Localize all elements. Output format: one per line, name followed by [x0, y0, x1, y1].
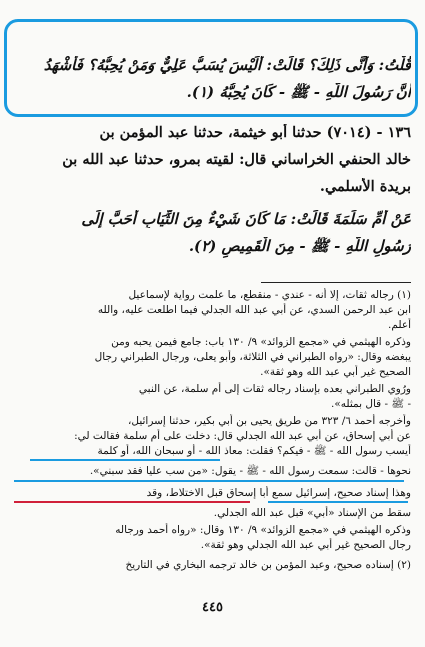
footnote-separator [261, 282, 411, 283]
footnote-line: ورُوي الطبراني بعده بإسناد رجاله ثقات إلى أم سلمة، عن النبي [138, 383, 411, 395]
footnote-line: (١) رجاله ثقات، إلا أنه - عندي - منقطع، ما علمت رواية لإسماعيل [128, 289, 411, 301]
underline-blue-3 [268, 501, 408, 503]
footnote-line: الصحيح غير أبي عبد الله وهو ثقة». [260, 366, 411, 378]
page-number: ٤٤٥ [202, 600, 223, 615]
footnote-line: أيسب رسول الله - ﷺ - فيكم؟ فقلت: معاذ الله - أو سبحان الله، أو كلمة [97, 445, 411, 457]
footnote-line: نحوها - قالت: سمعت رسول الله - ﷺ - يقول: «من سب عليا فقد سبني». [89, 465, 411, 477]
footnote-line: - ﷺ - قال بمثله». [330, 398, 411, 410]
footnote-line: ابن عبد الرحمن السدي، عن أبي عبد الله الجدلي فيما اطلعت عليه، والله [97, 304, 411, 316]
footnote-line: رجال الصحيح غير أبي عبد الله الجدلي وهو ثقة». [200, 539, 411, 551]
quote-line-2: أَنَّ رَسُولَ اللَّهِ - ﷺ - كَانَ يُحِبُّهُ (١). [186, 83, 411, 101]
footnote-line: أعلم. [388, 319, 411, 331]
footnote-line: وذكره الهيثمي في «مجمع الزوائد» ٩/ ١٣٠ وقال: «رواه أحمد ورجاله [115, 524, 411, 536]
footnote-line: (٢) إسناده صحيح، وعبد المؤمن بن خالد ترجمه البخاري في التاريخ [125, 559, 411, 571]
hadith-text-line-2: رَسُولِ اللَّهِ - ﷺ - مِنَ الْقَمِيصِ (٢). [188, 237, 411, 255]
footnote-line: يبغضه وقال: «رواه الطبراني في الثلاثة، وأبو يعلى، ورجال الطبراني رجال [94, 351, 411, 363]
hadith-header-line-3: بريدة الأسلمي. [319, 178, 411, 195]
footnote-line: وهذا إسناد صحيح، إسرائيل سمع أبا إسحاق قبل الاختلاط، وقد [146, 487, 411, 499]
footnote-line: وذكره الهيثمي في «مجمع الزوائد» ٩/ ١٣٠ باب: جامع فيمن يحبه ومن [111, 336, 411, 348]
underline-blue-2 [14, 480, 404, 482]
underline-blue-1 [30, 459, 220, 461]
hadith-header-line-2: خالد الحنفي الخراساني قال: لقيته بمرو، حدثنا عبد الله بن [62, 151, 411, 168]
footnote-line: عن أبي إسحاق، عن أبي عبد الله الجدلي قال: دخلت على أم سلمة فقالت لي: [74, 430, 411, 442]
underline-red [14, 501, 250, 503]
hadith-header-line-1: ١٣٦ - (٧٠١٤) حدثنا أبو خيثمة، حدثنا عبد المؤمن بن [99, 124, 411, 141]
footnote-line: سقط من الإسناد «أبي» قبل عبد الله الجدلي. [213, 507, 411, 519]
hadith-text-line-1: عَنْ أُمِّ سَلَمَةَ قَالَتْ: مَا كَانَ شَيْءٌ مِنَ الثِّيَابِ أَحَبَّ إِلَى [81, 210, 411, 228]
footnote-line: وأخرجه أحمد ٦/ ٣٢٣ من طريق يحيى بن أبي بكير، حدثنا إسرائيل، [127, 415, 411, 427]
quote-line-1: قُلْتُ: وَأَنَّى ذَلِكَ؟ قَالَتْ: أَلَيْسَ يُسَبُّ عَلِيٌّ وَمَنْ يُحِبُّهُ؟ فَأَشْهَدُ [43, 56, 411, 74]
